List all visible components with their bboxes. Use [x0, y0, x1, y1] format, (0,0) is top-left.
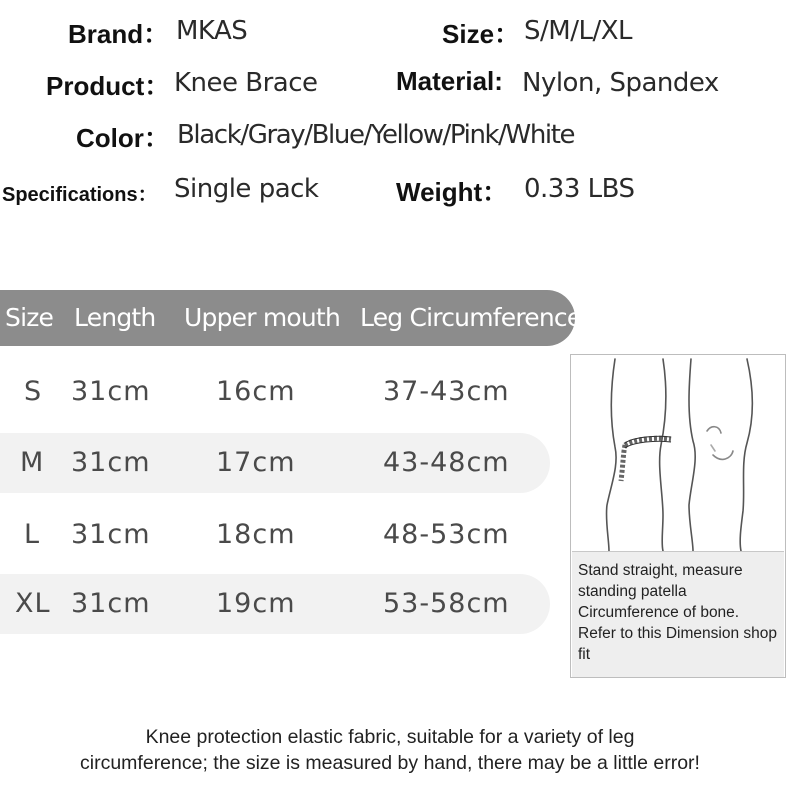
color-label: Color：: [76, 123, 170, 153]
material-value: Nylon, Spandex: [522, 68, 719, 98]
table-row: [0, 574, 550, 634]
specifications-value: Single pack: [174, 174, 319, 204]
cell-size: L: [24, 519, 41, 550]
cell-size: XL: [15, 588, 51, 619]
weight-label: Weight：: [396, 177, 509, 207]
brand-label: Brand：: [68, 19, 170, 49]
brand-value: MKAS: [176, 16, 248, 46]
cell-upper-mouth: 19cm: [216, 588, 296, 619]
measurement-caption: Stand straight, measure standing patella Circumference of bone. Refer to this Dimension shop fit: [572, 551, 784, 677]
table-row: [0, 433, 550, 493]
footer-line-2: circumference; the size is measured by hand, there may be a little error!: [80, 752, 700, 774]
cell-size: S: [24, 376, 43, 407]
size-label: Size：: [442, 19, 521, 49]
product-value: Knee Brace: [174, 68, 318, 98]
header-length: Length: [74, 303, 156, 332]
cell-upper-mouth: 18cm: [216, 519, 296, 550]
cell-leg-circumference: 43-48cm: [383, 447, 510, 478]
header-upper-mouth: Upper mouth: [184, 303, 340, 332]
header-leg-circumference: Leg Circumference: [360, 303, 582, 332]
specifications-label: Specifications：: [2, 184, 158, 206]
weight-value: 0.33 LBS: [524, 174, 635, 204]
size-table-header: [0, 290, 582, 346]
cell-leg-circumference: 53-58cm: [383, 588, 510, 619]
cell-length: 31cm: [71, 588, 151, 619]
cell-length: 31cm: [71, 447, 151, 478]
cell-leg-circumference: 37-43cm: [383, 376, 510, 407]
material-label: Material:: [396, 66, 503, 96]
cell-upper-mouth: 17cm: [216, 447, 296, 478]
size-value: S/M/L/XL: [524, 16, 632, 46]
cell-length: 31cm: [71, 376, 151, 407]
cell-length: 31cm: [71, 519, 151, 550]
cell-leg-circumference: 48-53cm: [383, 519, 510, 550]
product-label: Product：: [46, 71, 171, 101]
cell-upper-mouth: 16cm: [216, 376, 296, 407]
footer-line-1: Knee protection elastic fabric, suitable for a variety of leg: [145, 726, 635, 748]
cell-size: M: [20, 447, 45, 478]
leg-measurement-illustration: [571, 355, 785, 551]
header-size: Size: [5, 303, 54, 332]
footer-note: [0, 724, 780, 776]
color-value: Black/Gray/Blue/Yellow/Pink/White: [177, 120, 575, 150]
table-row: [0, 362, 550, 422]
measurement-guide: [570, 354, 786, 678]
table-row: [0, 505, 550, 565]
